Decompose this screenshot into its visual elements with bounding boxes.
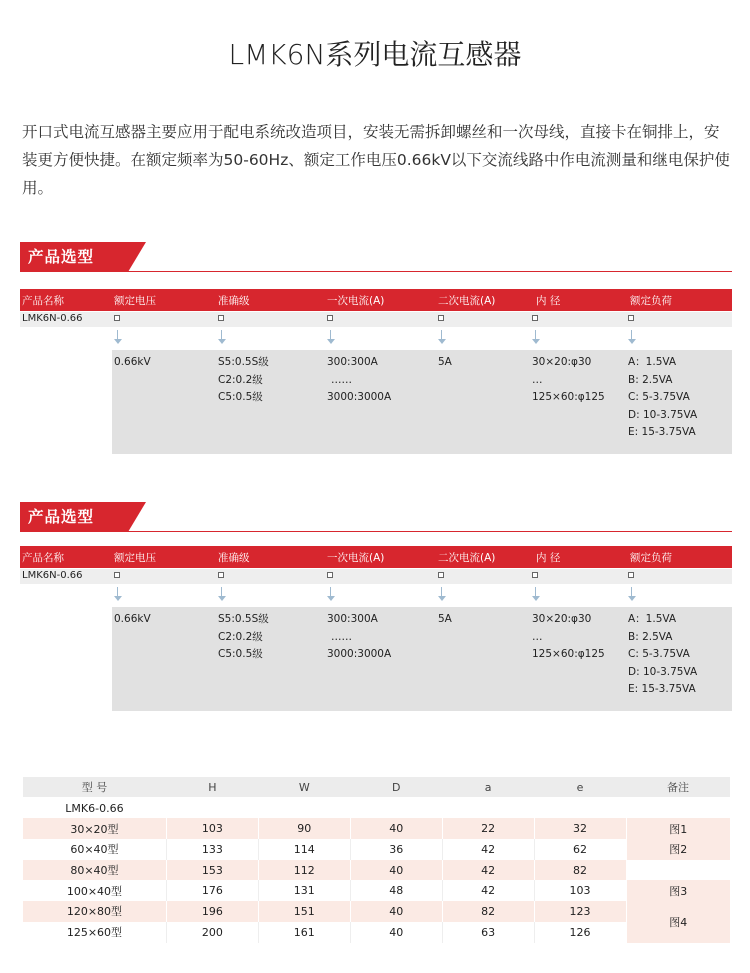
col-header-model: 型 号 [23, 777, 167, 798]
col-header-w: W [258, 777, 350, 798]
primary-option: 3000:3000A [327, 648, 392, 660]
model-row [20, 312, 732, 327]
checkbox-icon [532, 570, 538, 581]
header-product-name: 产品名称 [22, 295, 64, 307]
tab-corner [128, 502, 146, 532]
accuracy-option: S5:0.5S级 [218, 613, 269, 625]
tab-corner [128, 242, 146, 272]
table-cell: 图1 [626, 818, 730, 839]
primary-options [327, 354, 391, 407]
table-row [23, 922, 731, 943]
header-accuracy: 准确级 [218, 552, 250, 564]
primary-options [327, 611, 391, 664]
intro-paragraph: 开口式电流互感器主要应用于配电系统改造项目，安装无需拆卸螺丝和一次母线，直接卡在铜排上，安装更方便快捷。在额定频率为50-60Hz、额定工作电压0.66kV以下交流线路中作电流测量和继电保护使用。 [22, 123, 730, 197]
checkbox-icon [327, 570, 333, 581]
arrow-down-icon [114, 587, 122, 603]
table-cell: 80×40型 [23, 860, 167, 881]
voltage-value: 0.66kV [114, 356, 151, 368]
table-cell: 42 [442, 839, 534, 860]
arrow-down-icon [438, 330, 446, 346]
arrow-down-icon [628, 587, 636, 603]
primary-option: 300:300A [327, 613, 378, 625]
col-header-note: 备注 [626, 777, 730, 798]
table-cell [626, 860, 730, 881]
section-header [20, 502, 732, 532]
table-cell: 40 [350, 818, 442, 839]
table-cell: 32 [534, 818, 626, 839]
load-option: E: 15-3.75VA [628, 426, 696, 438]
arrow-down-icon [532, 330, 540, 346]
section-tab: 产品选型 [20, 502, 128, 532]
header-secondary-current: 二次电流(A) [438, 295, 496, 307]
table-cell: 200 [166, 922, 258, 943]
divider [128, 271, 732, 272]
checkbox-icon [628, 313, 634, 324]
table-cell: 22 [442, 818, 534, 839]
arrow-down-icon [114, 330, 122, 346]
arrow-down-icon [218, 330, 226, 346]
table-cell: 42 [442, 880, 534, 901]
table-cell: 30×20型 [23, 818, 167, 839]
table-cell: 60×40型 [23, 839, 167, 860]
arrow-down-icon [628, 330, 636, 346]
header-primary-current: 一次电流(A) [327, 295, 385, 307]
selection-header-row [20, 546, 732, 568]
col-header-h: H [166, 777, 258, 798]
table-cell: 图2 [626, 839, 730, 860]
load-option: A：1.5VA [628, 356, 677, 368]
diameter-options [532, 354, 605, 407]
series-cell: LMK6-0.66 [23, 798, 167, 819]
model-name: LMK6N-0.66 [22, 313, 83, 324]
checkbox-icon [438, 570, 444, 581]
load-option: B: 2.5VA [628, 373, 673, 386]
table-cell: 48 [350, 880, 442, 901]
primary-option: …… [331, 373, 352, 386]
checkbox-icon [438, 313, 444, 324]
table-row [23, 880, 731, 901]
table-header-row [23, 777, 731, 798]
dimension-table [22, 777, 730, 943]
header-rated-load: 额定负荷 [630, 295, 672, 307]
arrow-down-icon [532, 587, 540, 603]
load-option: A：1.5VA [628, 613, 677, 625]
table-cell: 40 [350, 860, 442, 881]
checkbox-icon [327, 313, 333, 324]
load-option: E: 15-3.75VA [628, 683, 696, 695]
header-secondary-current: 二次电流(A) [438, 552, 496, 564]
table-row [23, 860, 731, 881]
table-cell: 161 [258, 922, 350, 943]
table-cell: 36 [350, 839, 442, 860]
table-row [23, 818, 731, 839]
table-cell: 40 [350, 922, 442, 943]
secondary-value: 5A [438, 613, 452, 625]
diameter-option: 125×60:φ125 [532, 648, 605, 660]
table-cell: 100×40型 [23, 880, 167, 901]
section-tab: 产品选型 [20, 242, 128, 272]
table-cell: 120×80型 [23, 901, 167, 922]
table-cell: 131 [258, 880, 350, 901]
accuracy-option: S5:0.5S级 [218, 356, 269, 368]
model-name: LMK6N-0.66 [22, 570, 83, 581]
table-row [23, 798, 731, 819]
arrow-down-icon [327, 587, 335, 603]
page-title: LMK6N系列电流互感器 [228, 38, 522, 71]
load-option: D: 10-3.75VA [628, 408, 698, 421]
diameter-option: 30×20:φ30 [532, 613, 592, 625]
table-cell: 63 [442, 922, 534, 943]
table-cell: 151 [258, 901, 350, 922]
table-cell: 62 [534, 839, 626, 860]
col-header-a: a [442, 777, 534, 798]
voltage-value: 0.66kV [114, 613, 151, 625]
checkbox-icon [114, 570, 120, 581]
table-row [23, 901, 731, 922]
selection-header-row [20, 289, 732, 311]
options-panel [112, 350, 732, 454]
header-rated-load: 额定负荷 [630, 552, 672, 564]
secondary-value: 5A [438, 356, 452, 368]
col-header-e: e [534, 777, 626, 798]
accuracy-option: C2:0.2级 [218, 630, 263, 643]
load-option: B: 2.5VA [628, 630, 673, 643]
header-rated-voltage: 额定电压 [114, 295, 156, 307]
table-cell: 126 [534, 922, 626, 943]
load-option: C: 5-3.75VA [628, 648, 690, 660]
primary-option: …… [331, 630, 352, 643]
table-cell: 196 [166, 901, 258, 922]
options-panel [112, 607, 732, 711]
table-row [23, 839, 731, 860]
header-rated-voltage: 额定电压 [114, 552, 156, 564]
table-cell: 123 [534, 901, 626, 922]
table-cell: 103 [166, 818, 258, 839]
model-row [20, 569, 732, 584]
diameter-options [532, 611, 605, 664]
checkbox-icon [218, 313, 224, 324]
accuracy-option: C5:0.5级 [218, 391, 263, 403]
diameter-option: 30×20:φ30 [532, 356, 592, 368]
arrow-down-icon [438, 587, 446, 603]
diameter-option: … [532, 630, 543, 643]
header-product-name: 产品名称 [22, 552, 64, 564]
primary-option: 3000:3000A [327, 391, 392, 403]
diameter-option: … [532, 373, 543, 386]
table-cell: 133 [166, 839, 258, 860]
header-inner-diameter: 内 径 [536, 552, 561, 564]
table-cell: 40 [350, 901, 442, 922]
divider [128, 531, 732, 532]
col-header-d: D [350, 777, 442, 798]
load-options [628, 611, 697, 699]
table-cell: 图4 [626, 901, 730, 942]
load-option: D: 10-3.75VA [628, 665, 698, 678]
table-cell: 42 [442, 860, 534, 881]
accuracy-option: C2:0.2级 [218, 373, 263, 386]
table-cell: 90 [258, 818, 350, 839]
table-cell: 82 [534, 860, 626, 881]
table-cell: 103 [534, 880, 626, 901]
table-cell: 112 [258, 860, 350, 881]
checkbox-icon [218, 570, 224, 581]
table-cell: 176 [166, 880, 258, 901]
primary-option: 300:300A [327, 356, 378, 368]
accuracy-options [218, 354, 269, 407]
header-primary-current: 一次电流(A) [327, 552, 385, 564]
checkbox-icon [628, 570, 634, 581]
arrow-down-icon [218, 587, 226, 603]
table-cell: 114 [258, 839, 350, 860]
accuracy-option: C5:0.5级 [218, 648, 263, 660]
load-options [628, 354, 697, 442]
load-option: C: 5-3.75VA [628, 391, 690, 403]
accuracy-options [218, 611, 269, 664]
checkbox-icon [114, 313, 120, 324]
table-cell: 图3 [626, 880, 730, 901]
arrow-down-icon [327, 330, 335, 346]
table-cell: 125×60型 [23, 922, 167, 943]
diameter-option: 125×60:φ125 [532, 391, 605, 403]
header-inner-diameter: 内 径 [536, 295, 561, 307]
header-accuracy: 准确级 [218, 295, 250, 307]
table-cell: 82 [442, 901, 534, 922]
section-header [20, 242, 732, 272]
table-cell: 153 [166, 860, 258, 881]
checkbox-icon [532, 313, 538, 324]
